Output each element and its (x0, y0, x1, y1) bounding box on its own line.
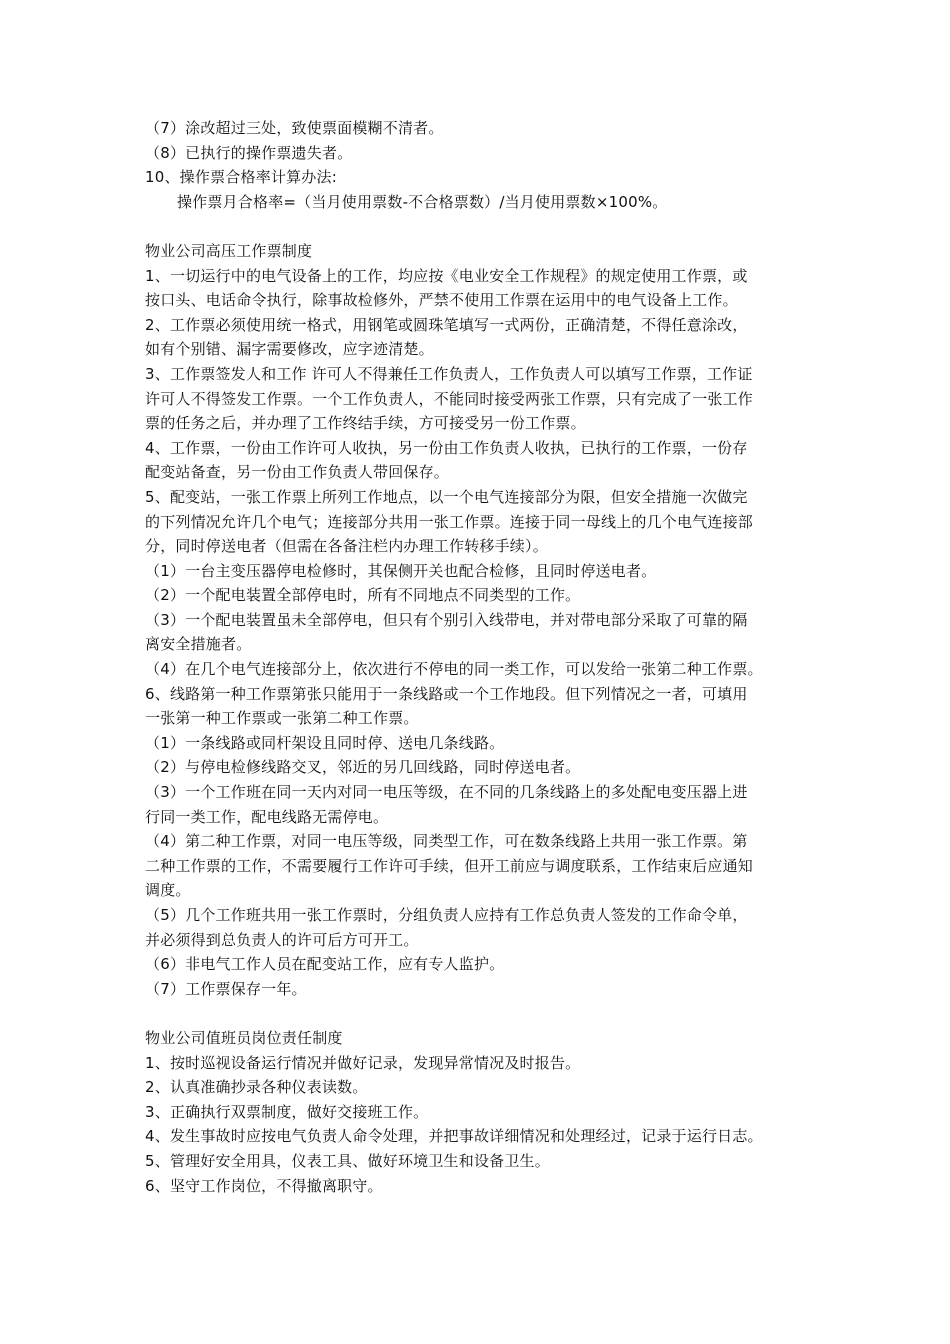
text-line: 如有个别错、漏字需要修改，应字迹清楚。 (145, 340, 434, 359)
text-line: 离安全措施者。 (145, 635, 252, 654)
text-line: 并必须得到总负责人的许可后方可开工。 (145, 930, 419, 949)
text-line: （3）一个工作班在同一天内对同一电压等级，在不同的几条线路上的多处配电变压器上进 (145, 783, 748, 802)
document-page (145, 116, 815, 1198)
text-line: 分，同时停送电者（但需在各备注栏内办理工作转移手续）。 (145, 537, 548, 556)
formula-line: 操作票月合格率=（当月使用票数-不合格票数）/当月使用票数×100%。 (177, 192, 668, 211)
section-heading: 10、操作票合格率计算办法: (145, 168, 337, 187)
text-line: 2、认真准确抄录各种仪表读数。 (145, 1078, 368, 1097)
blank-line (145, 214, 815, 239)
text-line: （2）一个配电装置全部停电时，所有不同地点不同类型的工作。 (145, 586, 581, 605)
text-line: （6）非电气工作人员在配变站工作，应有专人监护。 (145, 955, 505, 974)
text-line: 按口头、电话命令执行，除事故检修外，严禁不使用工作票在运用中的电气设备上工作。 (145, 291, 738, 310)
text-line: 一张第一种工作票或一张第二种工作票。 (145, 709, 419, 728)
text-line: 1、一切运行中的电气设备上的工作，均应按《电业安全工作规程》的规定使用工作票，或 (145, 266, 748, 285)
text-line: （1）一条线路或同杆架设且同时停、送电几条线路。 (145, 733, 505, 752)
blank-line (145, 1001, 815, 1026)
text-line: 的下列情况允许几个电气；连接部分共用一张工作票。连接于同一母线上的几个电气连接部 (145, 512, 754, 531)
text-line: 6、坚守工作岗位，不得撤离职守。 (145, 1176, 383, 1195)
text-line: 4、工作票，一份由工作许可人收执，另一份由工作负责人收执，已执行的工作票，一份存 (145, 438, 748, 457)
text-line: 配变站备查，另一份由工作负责人带回保存。 (145, 463, 450, 482)
text-line: 许可人不得签发工作票。一个工作负责人，不能同时接受两张工作票，只有完成了一张工作 (145, 389, 754, 408)
text-line: （4）第二种工作票，对同一电压等级，同类型工作，可在数条线路上共用一张工作票。第 (145, 832, 748, 851)
text-line: （4）在几个电气连接部分上，依次进行不停电的同一类工作，可以发给一张第二种工作票。 (145, 660, 763, 679)
text-line: （5）几个工作班共用一张工作票时，分组负责人应持有工作总负责人签发的工作命令单， (145, 906, 748, 924)
text-line: 5、配变站，一张工作票上所列工作地点，以一个电气连接部分为限，但安全措施一次做完 (145, 487, 748, 506)
text-line: （7）涂改超过三处，致使票面模糊不清者。 (145, 119, 444, 137)
text-line: 5、管理好安全用具，仪表工具、做好环境卫生和设备卫生。 (145, 1151, 550, 1170)
text-line: 2、工作票必须使用统一格式，用钢笔或圆珠笔填写一式两份，正确清楚，不得任意涂改， (145, 315, 748, 334)
text-line: 行同一类工作，配电线路无需停电。 (145, 807, 389, 826)
text-line: 4、发生事故时应按电气负责人命令处理，并把事故详细情况和处理经过，记录于运行日志。 (145, 1127, 763, 1146)
text-line: 1、按时巡视设备运行情况并做好记录，发现异常情况及时报告。 (145, 1053, 581, 1072)
text-line: （2）与停电检修线路交叉，邻近的另几回线路，同时停送电者。 (145, 758, 581, 777)
text-line: （8）已执行的操作票遗失者。 (145, 143, 353, 162)
section-title: 物业公司值班员岗位责任制度 (145, 1028, 343, 1047)
text-line: （3）一个配电装置虽未全部停电，但只有个别引入线带电，并对带电部分采取了可靠的隔 (145, 610, 748, 629)
text-line: 调度。 (145, 881, 191, 900)
text-line: 3、正确执行双票制度，做好交接班工作。 (145, 1102, 429, 1121)
text-line: （1）一台主变压器停电检修时，其保侧开关也配合检修，且同时停送电者。 (145, 561, 657, 580)
text-line: 6、线路第一种工作票第张只能用于一条线路或一个工作地段。但下列情况之一者，可填用 (145, 684, 748, 703)
text-line: （7）工作票保存一年。 (145, 979, 307, 998)
text-line: 票的任务之后，并办理了工作终结手续，方可接受另一份工作票。 (145, 414, 586, 433)
text-line: 3、工作票签发人和工作 许可人不得兼任工作负责人，工作负责人可以填写工作票，工作证 (145, 364, 753, 383)
section-title: 物业公司高压工作票制度 (145, 241, 313, 260)
text-line: 二种工作票的工作，不需要履行工作许可手续，但开工前应与调度联系，工作结束后应通知 (145, 856, 754, 875)
